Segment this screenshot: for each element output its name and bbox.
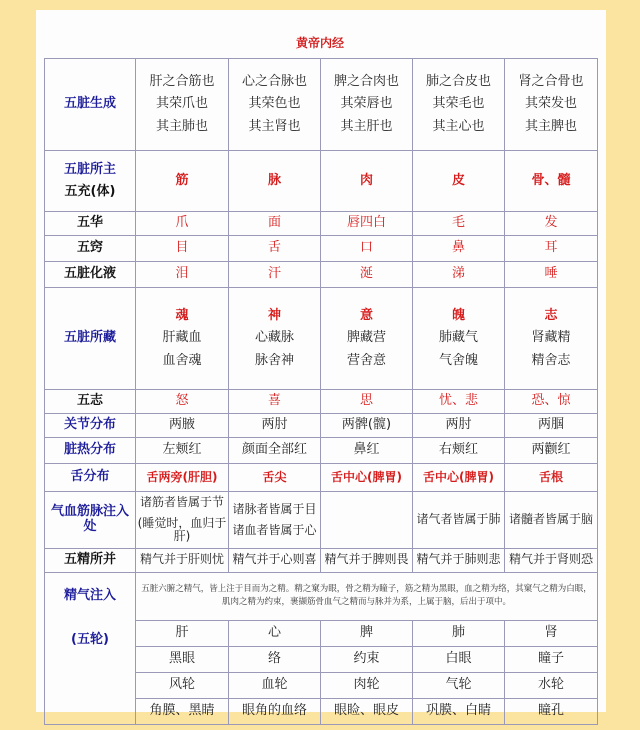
cell-line: 其主肝也 bbox=[340, 118, 393, 134]
table-cell bbox=[136, 151, 229, 212]
table-cell bbox=[229, 151, 321, 212]
cell-text: 瞳孔 bbox=[537, 702, 564, 718]
description-cell bbox=[136, 572, 598, 620]
cell-text: 两髀(髋) bbox=[341, 417, 392, 433]
cell-text: 风轮 bbox=[168, 676, 195, 692]
table-cell bbox=[413, 492, 505, 549]
cell-text: 瞳子 bbox=[537, 650, 564, 666]
cell-line: 其主心也 bbox=[432, 118, 485, 134]
table-cell bbox=[505, 438, 598, 464]
cell-line: 魂 bbox=[175, 308, 189, 324]
cell-text: 黑眼 bbox=[168, 650, 195, 666]
table-cell bbox=[505, 59, 598, 151]
cell-text: 两腘 bbox=[537, 417, 564, 433]
cell-text: 目 bbox=[175, 240, 189, 256]
table-cell bbox=[413, 646, 505, 672]
cell-text: 两腋 bbox=[168, 417, 195, 433]
table-row bbox=[45, 414, 598, 438]
table-cell bbox=[229, 212, 321, 236]
cell-line: 神 bbox=[267, 308, 281, 324]
cell-text: 眼睑、眼皮 bbox=[333, 702, 399, 718]
table-cell bbox=[321, 288, 413, 390]
cell-text: 精气并于脾则畏 bbox=[324, 552, 409, 567]
table-cell bbox=[413, 672, 505, 698]
cell-text: 恐、惊 bbox=[531, 393, 571, 409]
cell-text: 舌两旁(肝胆) bbox=[146, 469, 218, 484]
table-cell bbox=[505, 672, 598, 698]
cell-text: 精气并于肾则恐 bbox=[508, 552, 593, 567]
table-row bbox=[45, 236, 598, 262]
cell-text: 肾 bbox=[544, 624, 558, 640]
cell-text: 气血筋脉注入处 bbox=[50, 504, 129, 534]
cell-text: 唇四白 bbox=[346, 215, 386, 231]
table-cell bbox=[136, 646, 229, 672]
cell-text: 精气并于心则喜 bbox=[232, 552, 317, 567]
cell-line: 脾藏营 bbox=[346, 330, 386, 346]
row-header bbox=[45, 212, 136, 236]
table-cell bbox=[505, 212, 598, 236]
cell-line bbox=[321, 516, 412, 524]
cell-text: 精气并于肺则悲 bbox=[416, 552, 501, 567]
table-row bbox=[45, 464, 598, 492]
cell-text: 喜 bbox=[267, 393, 281, 409]
table-cell bbox=[413, 548, 505, 572]
table-cell bbox=[505, 646, 598, 672]
cell-text: 泪 bbox=[175, 266, 189, 282]
table-cell bbox=[229, 438, 321, 464]
table-cell bbox=[321, 236, 413, 262]
table-cell bbox=[413, 212, 505, 236]
cell-text: 精气并于肝则忧 bbox=[139, 552, 224, 567]
huangdi-neijing-table bbox=[44, 58, 598, 725]
table-cell bbox=[321, 151, 413, 212]
table-cell bbox=[505, 492, 598, 549]
cell-text: 鼻红 bbox=[353, 442, 380, 458]
row-header bbox=[45, 151, 136, 212]
table-cell bbox=[413, 464, 505, 492]
cell-text: 肉轮 bbox=[353, 676, 380, 692]
cell-text: 爪 bbox=[175, 215, 189, 231]
cell-line: 意 bbox=[359, 308, 373, 324]
table-cell bbox=[413, 236, 505, 262]
cell-text: 鼻 bbox=[451, 240, 465, 256]
table-cell bbox=[321, 620, 413, 646]
table-row bbox=[45, 262, 598, 288]
row-header-line: 五充(体) bbox=[64, 184, 116, 199]
table-cell bbox=[136, 236, 229, 262]
cell-line: 精舍志 bbox=[531, 352, 571, 368]
table-cell bbox=[505, 390, 598, 414]
table-cell bbox=[505, 548, 598, 572]
cell-line: 肝之合筋也 bbox=[149, 74, 215, 90]
cell-text: 五精所并 bbox=[63, 551, 116, 567]
cell-line: 脉舍神 bbox=[254, 352, 294, 368]
cell-text: 口 bbox=[359, 240, 373, 256]
cell-line: 其荣爪也 bbox=[155, 96, 208, 112]
cell-line: 志 bbox=[544, 308, 558, 324]
cell-line: 营舍意 bbox=[346, 352, 386, 368]
cell-line: 肾藏精 bbox=[531, 330, 571, 346]
table-cell bbox=[413, 262, 505, 288]
cell-text: 五窍 bbox=[76, 240, 103, 256]
cell-text: 脏热分布 bbox=[63, 442, 116, 458]
table-row bbox=[45, 212, 598, 236]
table-cell bbox=[321, 464, 413, 492]
cell-text: 关节分布 bbox=[63, 417, 116, 433]
table-cell bbox=[413, 151, 505, 212]
table-row bbox=[45, 59, 598, 151]
row-header bbox=[45, 438, 136, 464]
cell-text: 发 bbox=[544, 215, 558, 231]
table-cell bbox=[136, 492, 229, 549]
table-cell bbox=[321, 492, 413, 549]
cell-text: 白眼 bbox=[445, 650, 472, 666]
cell-line: 心之合脉也 bbox=[241, 74, 307, 90]
cell-line: 诸筋者皆属于节 bbox=[139, 495, 224, 509]
cell-text: 五脏所藏 bbox=[63, 330, 116, 346]
table-cell bbox=[229, 59, 321, 151]
cell-line: 诸气者皆属于肺 bbox=[416, 512, 501, 527]
row-header bbox=[45, 548, 136, 572]
row-header bbox=[45, 572, 136, 724]
table-cell bbox=[229, 548, 321, 572]
table-cell bbox=[136, 548, 229, 572]
cell-text: 气轮 bbox=[445, 676, 472, 692]
table-cell bbox=[413, 414, 505, 438]
cell-line: 其主脾也 bbox=[524, 118, 577, 134]
cell-line: 气舍魄 bbox=[438, 352, 478, 368]
cell-text: 耳 bbox=[544, 240, 558, 256]
table-cell bbox=[229, 672, 321, 698]
table-cell bbox=[321, 262, 413, 288]
cell-text: 筋 bbox=[175, 172, 189, 188]
table-cell bbox=[413, 390, 505, 414]
cell-text: 约束 bbox=[353, 650, 380, 666]
cell-line: 其荣毛也 bbox=[432, 96, 485, 112]
table-cell bbox=[229, 698, 321, 724]
cell-line: 诸髓者皆属于脑 bbox=[508, 512, 593, 527]
cell-line: 其荣发也 bbox=[524, 96, 577, 112]
row-header bbox=[45, 390, 136, 414]
table-row bbox=[45, 492, 598, 549]
table-cell bbox=[505, 236, 598, 262]
cell-text: 右颊红 bbox=[438, 442, 478, 458]
table-cell bbox=[321, 59, 413, 151]
cell-text: 舌分布 bbox=[70, 469, 110, 485]
cell-line: 脾之合肉也 bbox=[333, 74, 399, 90]
cell-text: 舌 bbox=[267, 240, 281, 256]
cell-text: 颜面全部红 bbox=[241, 442, 307, 458]
table-cell bbox=[136, 390, 229, 414]
cell-text: 角膜、黑睛 bbox=[149, 702, 215, 718]
table-row bbox=[45, 572, 598, 620]
cell-text: 左颊红 bbox=[162, 442, 202, 458]
cell-text: 汗 bbox=[267, 266, 281, 282]
row-header bbox=[45, 236, 136, 262]
table-cell bbox=[413, 288, 505, 390]
table-cell bbox=[229, 492, 321, 549]
table-cell bbox=[321, 672, 413, 698]
table-cell bbox=[505, 288, 598, 390]
table-cell bbox=[505, 414, 598, 438]
row-header bbox=[45, 492, 136, 549]
row-header bbox=[45, 59, 136, 151]
cell-text: 舌尖 bbox=[262, 469, 287, 484]
cell-text: 两颧红 bbox=[531, 442, 571, 458]
cell-line: (睡觉时，血归于肝) bbox=[137, 516, 227, 544]
table-cell bbox=[321, 548, 413, 572]
cell-line: 其主肺也 bbox=[155, 118, 208, 134]
cell-text: 络 bbox=[267, 650, 281, 666]
table-cell bbox=[136, 59, 229, 151]
table-cell bbox=[413, 698, 505, 724]
cell-text: 水轮 bbox=[537, 676, 564, 692]
table-cell bbox=[136, 698, 229, 724]
cell-text: 思 bbox=[359, 393, 373, 409]
cell-text: 忧、悲 bbox=[438, 393, 478, 409]
table-cell bbox=[321, 212, 413, 236]
table-cell bbox=[321, 438, 413, 464]
table-cell bbox=[229, 236, 321, 262]
cell-text: 心 bbox=[267, 624, 281, 640]
cell-text: 眼角的血络 bbox=[241, 702, 307, 718]
row-header bbox=[45, 288, 136, 390]
cell-text: 两肘 bbox=[261, 417, 288, 433]
cell-text: 脉 bbox=[267, 172, 281, 188]
cell-text: 舌根 bbox=[538, 469, 563, 484]
cell-text: 肝 bbox=[175, 624, 189, 640]
table-cell bbox=[413, 620, 505, 646]
table-cell bbox=[136, 672, 229, 698]
cell-text: 皮 bbox=[451, 172, 465, 188]
row-header-line: 五脏所主 bbox=[63, 161, 116, 177]
table-cell bbox=[229, 646, 321, 672]
cell-line: 肝藏血 bbox=[162, 330, 202, 346]
row-header bbox=[45, 262, 136, 288]
table-row bbox=[45, 548, 598, 572]
table-cell bbox=[229, 414, 321, 438]
table-cell bbox=[229, 288, 321, 390]
table-cell bbox=[136, 262, 229, 288]
cell-line: 心藏脉 bbox=[254, 330, 294, 346]
table-cell bbox=[136, 438, 229, 464]
cell-text: 舌中心(脾胃) bbox=[331, 469, 402, 484]
cell-text: 唾 bbox=[544, 266, 558, 282]
table-row bbox=[45, 151, 598, 212]
table-cell bbox=[505, 151, 598, 212]
page-title: 黄帝内经 bbox=[295, 36, 344, 50]
cell-text: 骨、髓 bbox=[531, 172, 571, 188]
row-header-line: 精气注入 bbox=[63, 587, 116, 603]
row-header bbox=[45, 414, 136, 438]
table-cell bbox=[413, 59, 505, 151]
cell-line: 诸血者皆属于心 bbox=[232, 522, 317, 537]
cell-text: 脾 bbox=[359, 624, 373, 640]
table-row bbox=[45, 288, 598, 390]
table-cell bbox=[413, 438, 505, 464]
table-cell bbox=[505, 464, 598, 492]
cell-text: 五脏生成 bbox=[63, 96, 116, 112]
cell-text: 肉 bbox=[359, 172, 373, 188]
table-cell bbox=[321, 698, 413, 724]
cell-text: 巩膜、白睛 bbox=[425, 702, 491, 718]
table-cell bbox=[229, 620, 321, 646]
table-cell bbox=[505, 262, 598, 288]
cell-text: 两肘 bbox=[445, 417, 472, 433]
table-cell bbox=[505, 698, 598, 724]
table-cell bbox=[321, 414, 413, 438]
table-cell bbox=[136, 212, 229, 236]
cell-line: 血舍魂 bbox=[162, 352, 202, 368]
cell-text: 涕 bbox=[451, 266, 465, 282]
row-header-line: (五轮) bbox=[71, 631, 109, 647]
cell-line: 魄 bbox=[451, 308, 465, 324]
table-row bbox=[45, 390, 598, 414]
table-cell bbox=[136, 620, 229, 646]
cell-text: 涎 bbox=[359, 266, 373, 282]
table-cell bbox=[229, 262, 321, 288]
cell-line: 其主肾也 bbox=[248, 118, 301, 134]
cell-line: 肺之合皮也 bbox=[425, 74, 491, 90]
table-cell bbox=[136, 414, 229, 438]
cell-text: 血轮 bbox=[261, 676, 288, 692]
table-cell bbox=[229, 390, 321, 414]
cell-text: 舌中心(脾胃) bbox=[423, 469, 494, 484]
cell-text: 毛 bbox=[451, 215, 465, 231]
cell-text: 怒 bbox=[175, 393, 189, 409]
cell-text: 五脏化液 bbox=[63, 266, 116, 282]
cell-line: 其荣唇也 bbox=[340, 96, 393, 112]
cell-line: 诸脉者皆属于目 bbox=[232, 501, 317, 516]
cell-line: 肾之合骨也 bbox=[518, 74, 584, 90]
cell-text: 肺 bbox=[451, 624, 465, 640]
cell-text: 五华 bbox=[76, 215, 103, 231]
cell-line: 其荣色也 bbox=[248, 96, 301, 112]
table-cell bbox=[321, 646, 413, 672]
cell-line: 肺藏气 bbox=[438, 330, 478, 346]
table-cell bbox=[321, 390, 413, 414]
table-cell bbox=[229, 464, 321, 492]
cell-text: 五脏六腑之精气，皆上注于目而为之精。精之窠为眼，骨之精为瞳子，筋之精为黑眼，血之精为络，其窠气之精为白眼，肌肉之精为约束，裹撷筋骨血气之精而与脉并为系，上属于脑，后出于项中。 bbox=[141, 584, 592, 608]
cell-text: 五志 bbox=[76, 393, 103, 409]
table-cell bbox=[505, 620, 598, 646]
table-row bbox=[45, 438, 598, 464]
row-header bbox=[45, 464, 136, 492]
table-cell bbox=[136, 288, 229, 390]
table-cell bbox=[136, 464, 229, 492]
cell-text: 面 bbox=[267, 215, 281, 231]
